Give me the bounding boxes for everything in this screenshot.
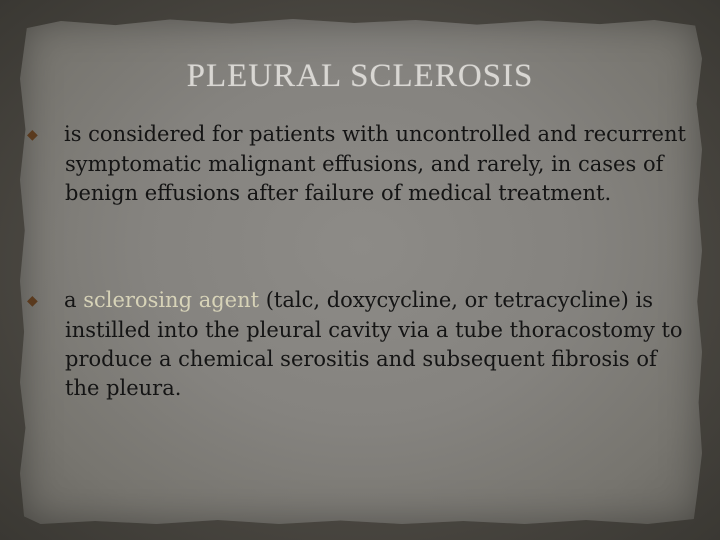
bullet-marker-icon: ◆ bbox=[27, 293, 38, 309]
bullet-text-suffix: (talc, doxycycline, or tetracycline) is instilled into the pleural cavity via a tube thoracostomy to produce a chemical serositis and subsequent fibrosis of the pleura. bbox=[65, 288, 683, 400]
bullet-item-2 bbox=[27, 286, 686, 403]
bullet-text: is considered for patients with uncontrolled and recurrent symptomatic malignant effusions, and rarely, in cases of benign effusions after failure of medical treatment. bbox=[64, 122, 686, 205]
bullet-item-1 bbox=[27, 120, 686, 208]
bullet-text-prefix: a bbox=[64, 288, 84, 312]
bullet-marker-icon: ◆ bbox=[27, 127, 38, 143]
highlighted-term: sclerosing agent bbox=[83, 288, 260, 312]
slide-title: PLEURAL SCLEROSIS bbox=[186, 58, 534, 94]
